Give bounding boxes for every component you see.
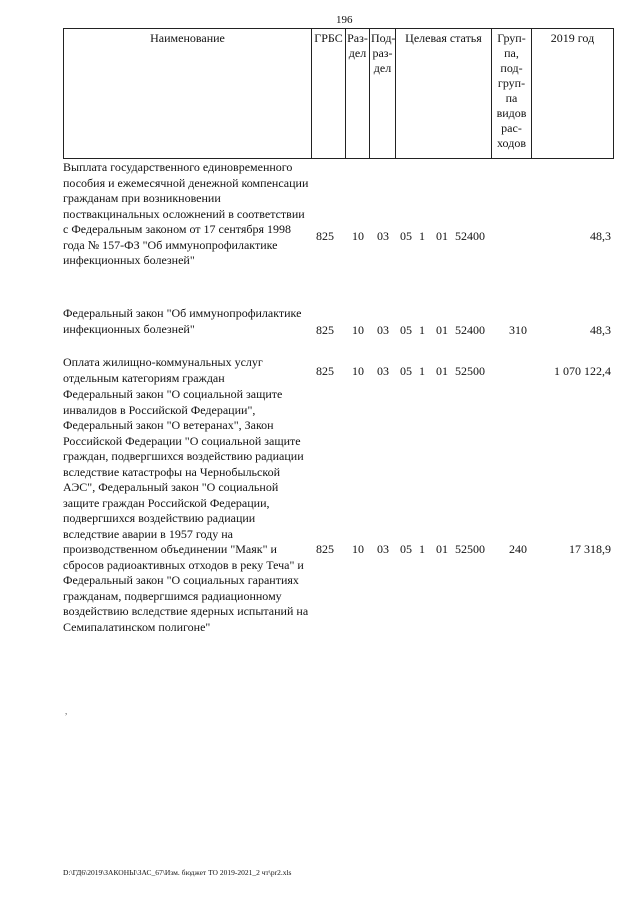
row-target-event: 01 [436,323,448,337]
row-name: Федеральный закон "Об иммунопрофилактике инфекционных болезней" [63,306,302,336]
header-name: Наименование [64,29,312,159]
row-name: Выплата государственного единовременного пособия и ежемесячной денежной компенсации гражданам при возникновении поствакцинальных осложнений в соответствии с Федеральным законом от 17 сентября 1998 года № 157-ФЗ "Об иммунопрофилактике инфекционных болезней" [63,160,309,267]
row-target-program: 05 [400,542,412,556]
row-target-code: 52400 [455,323,485,337]
row-sum: 48,3 [590,323,611,337]
row-name: Оплата жилищно-коммунальных услуг отдельным категориям граждан [63,355,263,385]
row-razdel: 10 [352,364,364,378]
row-target-program: 05 [400,364,412,378]
row-vid: 310 [509,323,527,337]
row-grbs: 825 [316,364,334,378]
row-target-program: 05 [400,323,412,337]
row-razdel: 10 [352,323,364,337]
row-target-program: 05 [400,229,412,243]
row-target-event: 01 [436,542,448,556]
row-name: Федеральный закон "О социальной защите инвалидов в Российской Федерации", Федеральный закон "О ветеранах", Закон Российской Федерации "О социальной защите граждан, подвергшихся воздействию радиации вследствие катастрофы на Чернобыльской АЭС", Федеральный закон "О социальной защите граждан Российской Федерации, подвергшихся воздействию радиации вследствие аварии в 1957 году на производственном объединении "Маяк" и сбросов радиоактивных отходов в реку Теча" и Федеральный закон "О социальных гарантиях гражданам, подвергшимся радиационному воздействию вследствие ядерных испытаний на Семипалатинском полигоне" [63,387,309,634]
page-number: 196 [336,14,353,26]
row-target-event: 01 [436,364,448,378]
row-grbs: 825 [316,542,334,556]
row-vid: 240 [509,542,527,556]
row-target-subprogram: 1 [419,542,425,556]
header-year: 2019 год [532,29,614,159]
row-sum: 48,3 [590,229,611,243]
row-target-code: 52500 [455,542,485,556]
row-grbs: 825 [316,323,334,337]
footer-file-path: D:\ГД6\2019\ЗАКОНЫ\ЗАС_67\Изм. бюджет ТО 2019-2021_2 чт\pr2.xls [63,868,292,877]
row-razdel: 10 [352,229,364,243]
column-header-table [63,28,614,159]
row-podrazdel: 03 [377,364,389,378]
row-sum: 17 318,9 [569,542,611,556]
scan-mark: , [65,706,68,716]
header-podrazdel: Под- раз- дел [370,29,396,159]
header-target: Целевая статья [396,29,492,159]
row-target-subprogram: 1 [419,323,425,337]
row-podrazdel: 03 [377,542,389,556]
row-razdel: 10 [352,542,364,556]
header-grbs: ГРБС [312,29,346,159]
row-sum: 1 070 122,4 [554,364,611,378]
row-target-code: 52400 [455,229,485,243]
header-razdel: Раз- дел [346,29,370,159]
row-target-code: 52500 [455,364,485,378]
row-target-subprogram: 1 [419,229,425,243]
row-target-event: 01 [436,229,448,243]
header-vid: Груп- па, под- груп- па видов рас- ходов [492,29,532,159]
row-podrazdel: 03 [377,323,389,337]
row-grbs: 825 [316,229,334,243]
row-podrazdel: 03 [377,229,389,243]
row-target-subprogram: 1 [419,364,425,378]
